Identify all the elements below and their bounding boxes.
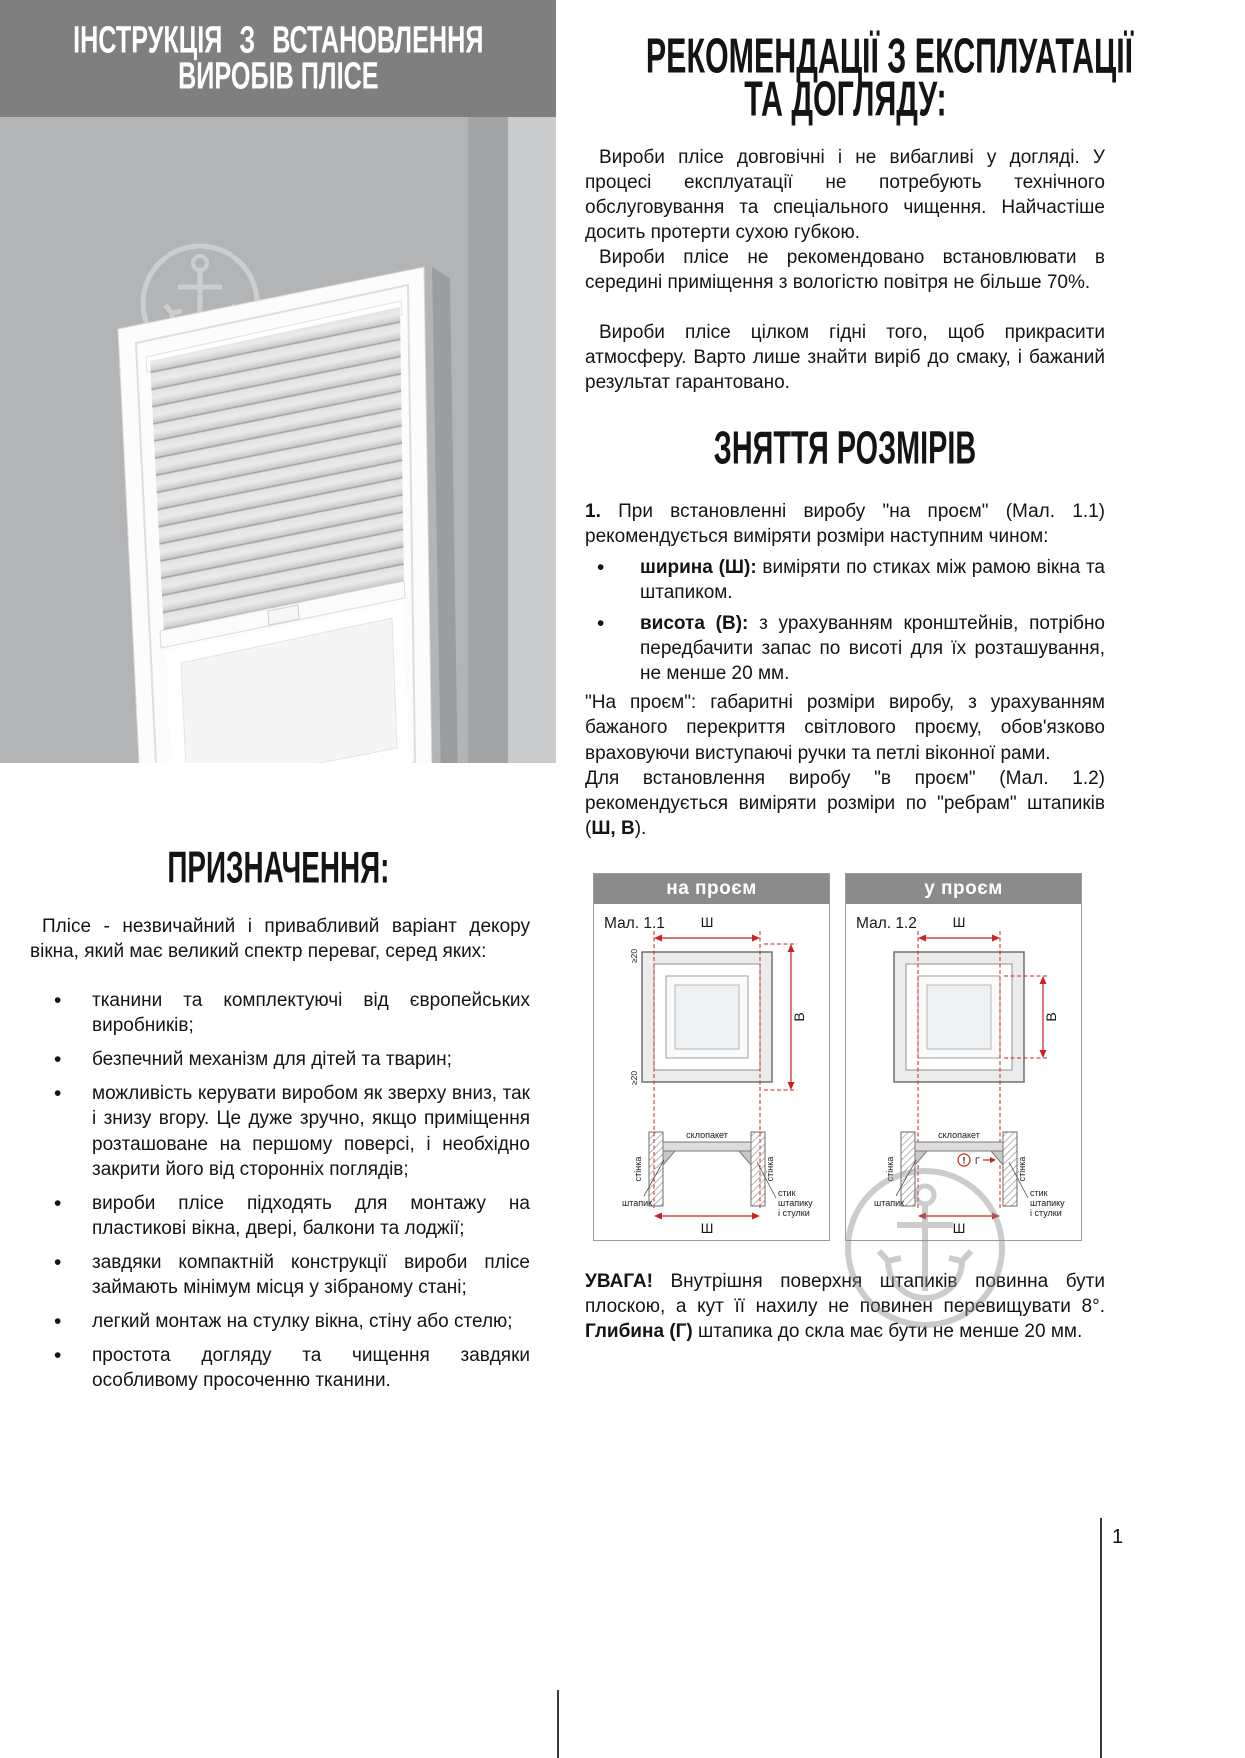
- figure-panel-u-proem: [845, 873, 1082, 1241]
- joint-label: і стулки: [778, 1207, 810, 1218]
- figure-panel-na-proem: [593, 873, 830, 1241]
- glass-label: склопакет: [938, 1129, 980, 1140]
- wall-section-left: [901, 1132, 915, 1206]
- list-item: [585, 611, 1105, 686]
- step-text: При встановленні виробу "на проєм" (Мал. 1.1) рекомендується виміряти розміри наступним чином:: [585, 500, 1105, 547]
- list-item: • безпечний механізм для дітей та тварин;: [30, 1047, 530, 1072]
- list-item: • можливість керувати виробом як зверху вниз, так і знизу вгору. Це дуже зручно, якщо приміщення розташоване на першому поверсі, і необхідно закрити його від сторонніх поглядів;: [30, 1081, 530, 1181]
- wall-left-label: стінка: [633, 1156, 643, 1182]
- care-heading: [585, 29, 1134, 127]
- list-item: • завдяки компактній конструкції вироби плісе займають мінімум місця у зібраному стані;: [30, 1250, 530, 1300]
- joint-label: штапику: [1030, 1197, 1065, 1208]
- footer-rule: [1100, 1518, 1102, 1758]
- attention-note: [585, 1269, 1105, 1344]
- v-proem-paragraph: [585, 766, 1105, 841]
- joint-label: і стулки: [1030, 1207, 1062, 1218]
- list-item: • простота догляду та чищення завдяки особливому просоченню тканини.: [30, 1343, 530, 1393]
- pleated-blind: [150, 307, 404, 635]
- purpose-heading: [0, 842, 556, 893]
- measuring-heading-text: ЗНЯТТЯ РОЗМІРІВ: [713, 420, 977, 474]
- v-proem-close: ).: [634, 817, 647, 839]
- joint-label: стик: [778, 1187, 796, 1198]
- wall-right-label: стінка: [765, 1156, 775, 1182]
- na-proem-paragraph: "На проєм": габаритні розміри виробу, з урахуванням бажаного перекриття світлового проєму, обов'язково враховуючи виступаючі ручки та петлі віконної рами.: [585, 692, 1105, 764]
- list-item: [585, 555, 1105, 605]
- glass-label: склопакет: [686, 1129, 728, 1140]
- wall-section-right: [751, 1132, 765, 1206]
- list-item: • тканини та комплектуючі від європейських виробників;: [30, 988, 530, 1038]
- list-item: • легкий монтаж на стулку вікна, стіну або стелю;: [30, 1309, 530, 1334]
- term-width: ширина (Ш):: [640, 556, 757, 578]
- column-divider-rule: [557, 1690, 559, 1758]
- attention-text-1: Внутрішня поверхня штапиків повинна бути плоскою, а кут її нахилу не повинен перевищувати 8°.: [585, 1270, 1105, 1317]
- glazing-bead-right: [991, 1151, 1003, 1165]
- purpose-list: [30, 988, 530, 1393]
- left-column: [0, 0, 556, 1393]
- depth-label: Г: [975, 1155, 980, 1166]
- gap-bottom-label: ≥20: [629, 1070, 639, 1085]
- banner-title-line1: ІНСТРУКЦІЯ З ВСТАНОВЛЕННЯ: [72, 19, 484, 62]
- glazing-bead-left: [915, 1151, 927, 1165]
- joint-label: штапику: [778, 1197, 813, 1208]
- window-photo-illustration: [0, 117, 556, 763]
- purpose-heading-text: ПРИЗНАЧЕННЯ:: [166, 842, 390, 893]
- glazing-bead-right: [739, 1151, 751, 1165]
- bottom-width-label: Ш: [700, 1219, 714, 1236]
- figure-label: Мал. 1.2: [856, 914, 917, 932]
- care-paragraph: Вироби плісе цілком гідні того, щоб прикрасити атмосферу. Варто лише знайти виріб до смаку, і бажаний результат гарантовано.: [585, 321, 1105, 393]
- figure-header: на проєм: [594, 874, 829, 904]
- care-paragraph: Вироби плісе не рекомендовано встановлювати в середині приміщення з вологістю повітря не більше 70%.: [585, 247, 1105, 294]
- wall-left-label: стінка: [885, 1156, 895, 1182]
- height-dim-label: В: [1043, 1012, 1059, 1022]
- term-width-text: виміряти по стиках між рамою вікна та штапиком.: [640, 556, 1106, 604]
- window-glass: [675, 985, 739, 1049]
- svg-text:!: !: [962, 1155, 966, 1166]
- purpose-intro: Плісе - незвичайний і привабливий варіант декору вікна, який має великий спектр переваг, серед яких:: [30, 916, 530, 963]
- glazing-bead-left: [663, 1151, 675, 1165]
- warning-icon: [958, 1154, 970, 1166]
- v-proem-text: Для встановлення виробу "в проєм" (Мал. 1.2) рекомендується виміряти розміри по "ребрам" штапиків (: [585, 767, 1105, 839]
- attention-text-2: штапика до скла має бути не менше 20 мм.: [692, 1320, 1083, 1342]
- care-paragraph: Вироби плісе довговічні і не вибагливі у догляді. У процесі експлуатації не потребують технічного обслуговування та спеціального чищення. Найчастіше досить протерти сухою губкою.: [585, 147, 1105, 244]
- bead-label: штапик: [874, 1197, 905, 1208]
- list-item: • вироби плісе підходять для монтажу на пластикові вікна, двері, балкони та лоджії;: [30, 1191, 530, 1241]
- page-number: 1: [1112, 1526, 1124, 1548]
- figure-1-1-diagram: [594, 904, 829, 1240]
- measuring-step: [585, 499, 1105, 549]
- width-dim-label: Ш: [952, 913, 966, 930]
- v-proem-dims: Ш, В: [591, 817, 635, 839]
- bottom-width-label: Ш: [952, 1219, 966, 1236]
- figures-row: [593, 873, 1105, 1241]
- figure-label: Мал. 1.1: [604, 914, 665, 932]
- bead-label: штапик: [622, 1197, 653, 1208]
- wall-section-left: [649, 1132, 663, 1206]
- glass-unit: [915, 1142, 1003, 1151]
- height-dim-label: В: [791, 1012, 807, 1022]
- product-photo: [0, 117, 556, 763]
- glass-unit: [663, 1142, 751, 1151]
- wall-section-right: [1003, 1132, 1017, 1206]
- figure-1-2-diagram: [846, 904, 1081, 1240]
- gap-top-label: ≥20: [629, 948, 639, 963]
- right-column: [585, 0, 1134, 1344]
- care-heading-line1: РЕКОМЕНДАЦІЇ З ЕКСПЛУАТАЦІЇ: [645, 29, 1134, 85]
- joint-label: стик: [1030, 1187, 1048, 1198]
- attention-depth-term: Глибина (Г): [585, 1320, 693, 1342]
- window-glass: [927, 985, 991, 1049]
- term-height-text: з урахуванням кронштейнів, потрібно передбачити запас по висоті для їх розташування, не менше 20 мм.: [640, 613, 1106, 685]
- step-number: 1.: [585, 500, 601, 522]
- measuring-list: [585, 555, 1105, 686]
- banner-title-line2: ВИРОБІВ ПЛІСЕ: [177, 54, 379, 98]
- care-heading-line2: ТА ДОГЛЯДУ:: [743, 72, 947, 127]
- attention-label: УВАГА!: [585, 1270, 653, 1292]
- figure-header: у проєм: [846, 874, 1081, 904]
- measuring-heading: [585, 420, 1105, 474]
- wall-right-label: стінка: [1017, 1156, 1027, 1182]
- title-banner: [0, 0, 556, 117]
- term-height: висота (В):: [640, 613, 749, 635]
- width-dim-label: Ш: [700, 913, 714, 930]
